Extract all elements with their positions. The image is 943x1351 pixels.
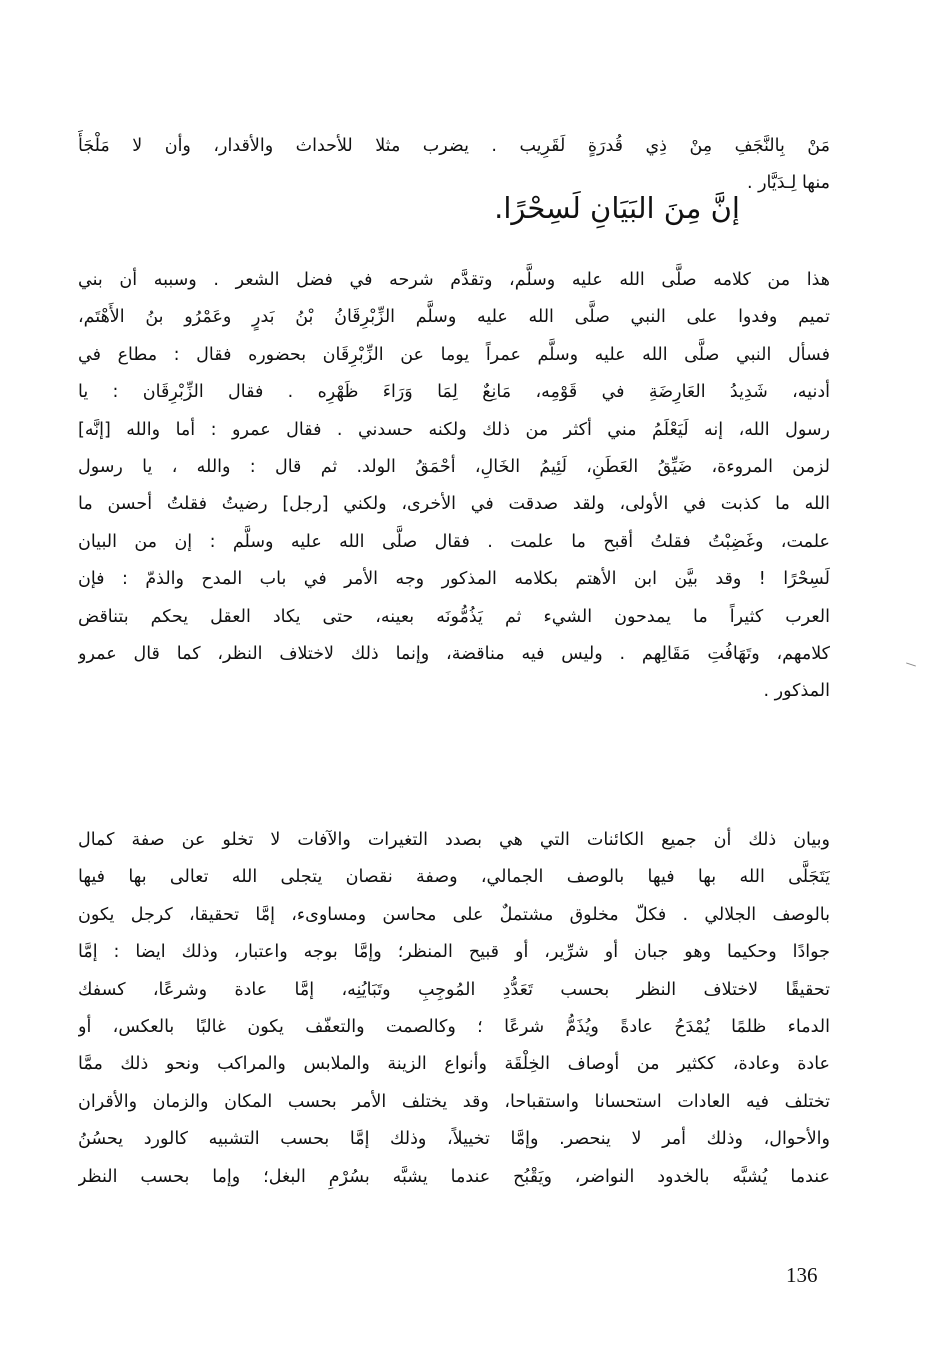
text-line: تميم وفدوا على النبي صلَّى الله عليه وسلَّم الزِّبْرِقَانُ بْنُ بَدرٍ وعَمْرُو بنُ الأَهْتَم، [78, 307, 830, 328]
text-line: رسول الله، إنه لَيَعْلَمُ مني أكثر من ذلك ولكنه حسدني . فقال عمرو : أما والله [إنَّه] [78, 419, 830, 440]
text-line: أدنيه، شَدِيدُ العَارِضَةِ في قَوْمِه، مَانِعٌ لِمَا وَرَاءَ ظَهْرِه . فقال الزِّبْرِقَان : يا [78, 382, 830, 403]
text-line: علمت، وغَضِبْتُ فقلتُ أقبح ما علمت . فقال صلَّى الله عليه وسلَّم : إن من البيان [78, 531, 830, 552]
paragraph-2 [78, 822, 830, 1196]
text-line: بالوصف الجلالي . فكلّ مخلوق مشتملٌ على محاسن ومساوىء، إمَّا تحقيقا، كرجل يكون [78, 904, 830, 925]
paragraph-1 [78, 262, 830, 711]
text-line: مَنْ بِالنَّجَفِ مِنْ ذِي قُدرَةٍ لَقَرِيب . يضرب مثلا للأحداث والأقدار، وأن لا مَلْجَأَ [78, 136, 830, 156]
text-line: والأحوال، وذلك أمر لا ينحصر. وإمَّا تخييلاً، وذلك إمَّا بحسب التشبيه كالورد يحسُنُ [78, 1129, 830, 1150]
text-line: لزمن المروءة، ضَيِّقُ العَطَنِ، لَئِيمُ الخَالِ، أحْمَقُ الولد. ثم قال : والله ، يا رسول [78, 456, 830, 477]
text-line: هذا من كلامه صلَّى الله عليه وسلَّم، وتقدَّم شرحه في فضل الشعر . وسببه أن بني [78, 270, 830, 290]
text-line: الدماء ظلمًا يُمْدَحُ عادةً ويُذَمُّ شرعًا ؛ وكالصمت والتعفّف يكون غالبًا بالعكس، أو [78, 1016, 830, 1037]
stray-mark [906, 662, 916, 666]
text-line: العرب كثيراً ما يمدحون الشيء ثم يَذُمُّونَه بعينه، حتى يكاد العقل يحكم بتناقض [78, 606, 830, 627]
text-line: تحقيقًا لاختلاف النظر بحسب تَعَدُّدِ المُوجِبِ وتَبَايُنِه، إمَّا عادة وشرعًا، كسفك [78, 979, 830, 1000]
text-line: لَسِحْرًا ! وقد بيَّن ابن الأهتم بكلامه المذكور وجه الأمر في باب المدح والذمّ : فإن [78, 569, 830, 590]
text-line: كلامهم، وتَهَافُتِ مَقَالِهم . وليس فيه مناقضة، وإنما ذلك لاختلاف النظر، كما قال عمرو [78, 643, 830, 664]
text-line: الله ما كذبت في الأولى، ولقد صدقت في الأخرى، ولكني [رجل] رضيتُ فقلتُ أحسن ما [78, 494, 830, 515]
text-line: عندما يُشبَّه بالخدود النواضر، ويَقْبُح عندما يشبَّه بسُرْمِ البغل؛ وإما بحسب النظر [78, 1166, 830, 1187]
text-line: فسأل النبي صلَّى الله عليه وسلَّم عمراً يوما عن الزِّبْرِقَان بحضوره فقال : مطاع في [78, 344, 830, 365]
text-line: المذكور . [763, 681, 830, 702]
text-line: وبيان ذلك أن جميع الكائنات التي هي بصدد التغيرات والآفات لا تخلو عن صفة كمال [78, 830, 830, 850]
page-number: 136 [786, 1263, 818, 1287]
text-line: يَتَجَلَّى الله بها فيها بالوصف الجمالي، وصفة نقصان يتجلى الله تعالى بها فيها [78, 867, 830, 888]
text-line: منها لِـدَيَّار . [746, 173, 830, 194]
text-line: عادة وعادة، ككثير من أوصاف الخِلْقَة وأنواع الزينة والملابس والمراكب ونحو ذلك ممَّا [78, 1054, 830, 1075]
text-line: جوادًا وحكيما وهو جبان أو شرِّير، أو قبيح المنظر؛ وإمَّا بوجه واعتبار، وذلك ايضا : إمَّا [78, 942, 830, 963]
text-line: تختلف فيه العادات استحسانا واستقباحا، وقد يختلف الأمر بحسب المكان والزمان والأقران [78, 1091, 830, 1112]
proverb-heading: إنَّ مِنَ البَيَانِ لَسِحْرًا. [494, 191, 740, 225]
